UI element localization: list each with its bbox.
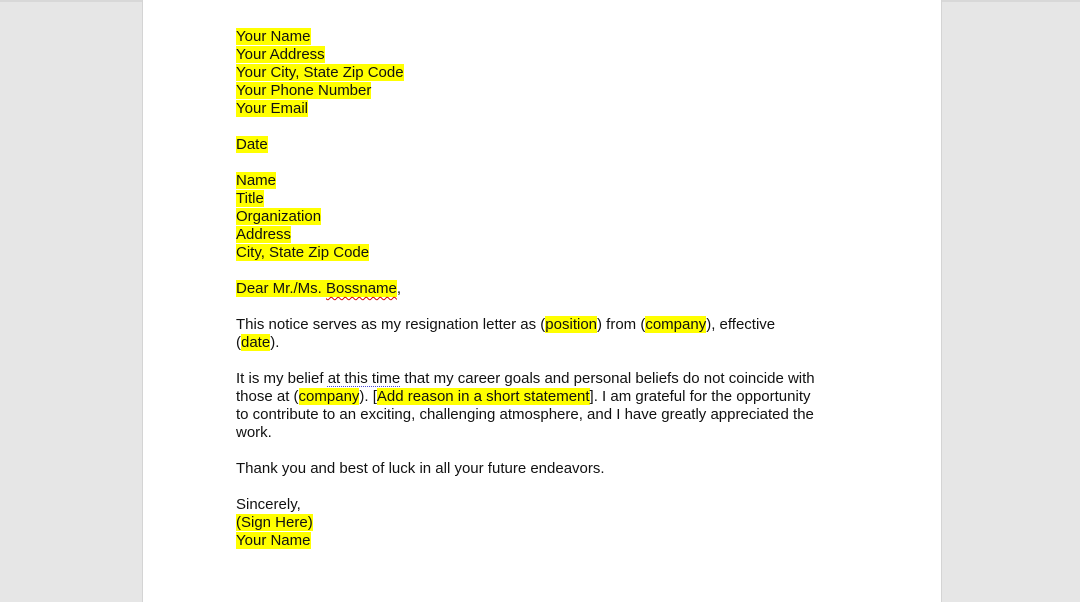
reason-placeholder: Add reason in a short statement <box>376 388 590 405</box>
salutation-prefix: Dear Mr./Ms. <box>236 280 327 297</box>
salutation-bossname: Bossname <box>326 280 397 297</box>
sender-name: Your Name <box>236 28 311 45</box>
reason-text: work. <box>236 424 272 441</box>
sender-city: Your City, State Zip Code <box>236 64 404 81</box>
paragraph-notice <box>236 316 856 352</box>
notice-text: ) from ( <box>597 316 646 333</box>
closing-block <box>236 496 856 550</box>
recipient-name: Name <box>236 172 277 189</box>
sender-address: Your Address <box>236 46 325 63</box>
recipient-organization: Organization <box>236 208 322 225</box>
sender-phone: Your Phone Number <box>236 82 372 99</box>
grammar-flagged-phrase: at this time <box>327 370 401 387</box>
signature-placeholder: (Sign Here) <box>236 514 313 531</box>
closing-text: Sincerely, <box>236 496 301 513</box>
sender-block <box>236 28 856 118</box>
date-placeholder: date <box>241 334 271 351</box>
document-page[interactable] <box>142 0 942 602</box>
notice-text: This notice serves as my resignation letter as ( <box>236 316 546 333</box>
blank-line <box>236 118 856 136</box>
blank-line <box>236 478 856 496</box>
blank-line <box>236 154 856 172</box>
blank-line <box>236 298 856 316</box>
blank-line <box>236 442 856 460</box>
thanks-paragraph: Thank you and best of luck in all your future endeavors. <box>236 460 605 477</box>
blank-line <box>236 262 856 280</box>
reason-text: ]. I am grateful for the opportunity <box>589 388 811 405</box>
reason-text: It is my belief <box>236 370 328 387</box>
letter-body[interactable] <box>236 28 856 550</box>
recipient-title: Title <box>236 190 264 207</box>
reason-text: ). [ <box>359 388 377 405</box>
notice-text: ). <box>270 334 280 351</box>
reason-text: to contribute to an exciting, challenging atmosphere, and I have greatly appreciated the <box>236 406 814 423</box>
company-placeholder: company <box>298 388 360 405</box>
sender-email: Your Email <box>236 100 308 117</box>
notice-text: ), effective <box>706 316 776 333</box>
salutation <box>236 280 856 298</box>
company-placeholder: company <box>645 316 707 333</box>
recipient-city: City, State Zip Code <box>236 244 370 261</box>
recipient-block <box>236 172 856 262</box>
salutation-comma: , <box>396 280 402 297</box>
reason-text: that my career goals and personal beliefs do not coincide with <box>400 370 815 387</box>
paragraph-reason <box>236 370 856 442</box>
letter-date: Date <box>236 136 268 153</box>
reason-text: those at ( <box>236 388 299 405</box>
notice-text: ( <box>236 334 241 351</box>
blank-line <box>236 352 856 370</box>
signature-name: Your Name <box>236 532 311 549</box>
recipient-address: Address <box>236 226 292 243</box>
position-placeholder: position <box>545 316 597 333</box>
